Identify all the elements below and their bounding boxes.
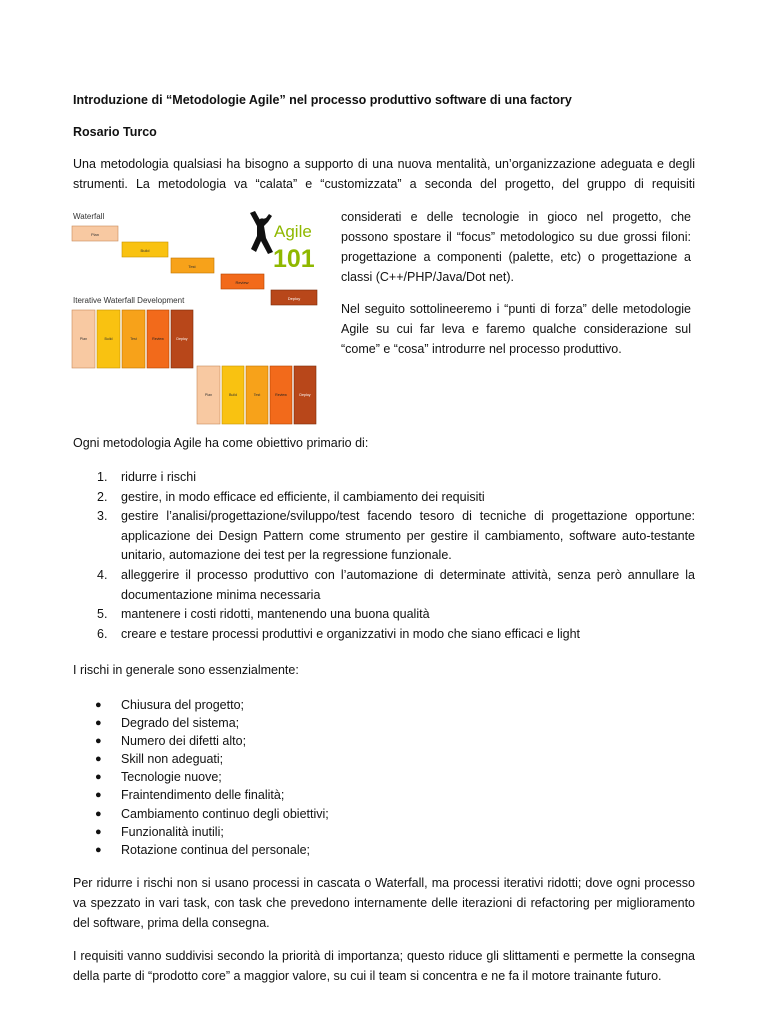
list-item-number: 1. xyxy=(97,470,108,484)
logo-101-text: 101 xyxy=(273,245,315,273)
waterfall-title: Waterfall xyxy=(73,212,105,221)
iter1-plan-label: Plan xyxy=(79,337,88,341)
bullet-icon: ● xyxy=(95,825,102,838)
goals-intro: Ogni metodologia Agile ha come obiettivo primario di: xyxy=(73,436,369,450)
bullet-icon: ● xyxy=(95,771,102,784)
bullet-icon: ● xyxy=(95,735,102,748)
list-item-text: Fraintendimento delle finalità; xyxy=(121,788,285,803)
list-item-text: Rotazione continua del personale; xyxy=(121,842,311,857)
list-item xyxy=(73,750,329,768)
waterfall-test-label: Test xyxy=(188,264,196,269)
paragraph-requirements-priority: I requisiti vanno suddivisi secondo la priorità di importanza; questo riduce gli slittamenti e permette la consegna della parte di “prodotto core” a maggior valore, su cui il team si concentra e ne fa il motore trainante futuro. xyxy=(73,949,695,983)
list-item-text: Tecnologie nuove; xyxy=(121,770,222,785)
risks-intro: I rischi in generale sono essenzialmente: xyxy=(73,663,299,677)
list-item-number: 5. xyxy=(97,607,108,622)
list-item-text: Degrado del sistema; xyxy=(121,716,240,731)
list-item-text: Chiusura del progetto; xyxy=(121,698,244,712)
list-item xyxy=(73,625,695,645)
list-item-text: ridurre i rischi xyxy=(121,470,197,484)
list-item xyxy=(73,805,329,823)
list-item-text: gestire, in modo efficace ed efficiente, il cambiamento dei requisiti xyxy=(121,489,485,504)
logo-agile-text: Agile xyxy=(274,222,312,241)
list-item xyxy=(73,468,695,488)
iteration-2 xyxy=(197,366,316,424)
bullet-icon: ● xyxy=(95,699,102,711)
iteration-1 xyxy=(72,310,193,368)
list-item-text: gestire l’analisi/progettazione/sviluppo/test facendo tesoro di tecniche di progettazione opportune: applicazione dei Design Pattern come strumento per gestire il cambiamento, software auto-testante unitario, automazione dei test per la regressione funzionale. xyxy=(121,509,695,563)
list-item xyxy=(73,488,695,508)
bullet-icon: ● xyxy=(95,753,102,766)
list-item xyxy=(73,841,329,859)
list-item xyxy=(73,566,695,605)
list-item xyxy=(73,605,695,625)
list-item-text: creare e testare processi produttivi e organizzativi in modo che siano efficaci e light xyxy=(121,626,581,641)
iter1-review-label: Review xyxy=(152,337,164,341)
list-item-number: 4. xyxy=(97,567,108,582)
list-item xyxy=(73,768,329,786)
list-item xyxy=(73,714,329,732)
iterative-title: Iterative Waterfall Development xyxy=(73,296,185,305)
waterfall-plan-label: Plan xyxy=(90,232,100,237)
iter1-deploy-label: Deploy xyxy=(176,337,188,341)
list-item xyxy=(73,823,329,841)
list-item xyxy=(73,786,329,804)
iter2-plan-label: Plan xyxy=(204,393,213,397)
list-item xyxy=(73,507,695,566)
side-paragraph-2: Nel seguito sottolineeremo i “punti di forza” delle metodologie Agile su cui far leva e faremo qualche considerazione sul “come” e “cosa” introdurre nel processo produttivo. xyxy=(341,302,691,356)
waterfall-build-label: Build xyxy=(140,248,150,253)
document-title: Introduzione di “Metodologie Agile” nel processo produttivo software di una factory xyxy=(73,93,572,107)
list-item-text: Skill non adeguati; xyxy=(121,752,224,767)
intro-paragraph: Una metodologia qualsiasi ha bisogno a supporto di una nuova mentalità, un’organizzazione adeguata e degli strumenti. La metodologia va “calata” e “customizzata” a seconda del progetto, del gruppo di requisiti xyxy=(73,157,695,191)
bullet-icon: ● xyxy=(95,807,102,820)
paragraph-waterfall-risks: Per ridurre i rischi non si usano processi in cascata o Waterfall, ma processi iterativi ridotti; dove ogni processo va spezzato in vari task, con task che prevedono internamente delle iterazioni di refactoring per miglioramento del software, prima della consegna. xyxy=(73,876,695,930)
list-item-number: 6. xyxy=(97,626,108,641)
list-item-text: Funzionalità inutili; xyxy=(121,824,224,839)
iter1-build-label: Build xyxy=(104,337,113,341)
list-item-text: Cambiamento continuo degli obiettivi; xyxy=(121,806,329,821)
iter1-test-label: Test xyxy=(130,337,137,341)
bullet-icon: ● xyxy=(95,843,102,856)
iter2-deploy-label: Deploy xyxy=(299,393,311,397)
gymnast-silhouette-icon xyxy=(250,211,273,254)
author-name: Rosario Turco xyxy=(73,125,157,139)
list-item-number: 3. xyxy=(97,509,108,524)
list-item-text: alleggerire il processo produttivo con l’automazione di determinate attività, senza però annullare la documentazione minima necessaria xyxy=(121,567,695,602)
list-item-text: mantenere i costi ridotti, mantenendo una buona qualità xyxy=(121,607,430,622)
goals-list xyxy=(73,468,695,644)
waterfall-deploy-label: Deploy xyxy=(287,296,301,301)
list-item xyxy=(73,696,329,714)
side-paragraph-1: considerati e delle tecnologie in gioco nel progetto, che possono spostare il “focus” metodologico su due grossi filoni: progettazione a componenti (palette, etc) o progettazione a classi (C++/PHP/Java/Dot net). xyxy=(341,210,691,284)
iter2-test-label: Test xyxy=(253,393,261,397)
list-item-number: 2. xyxy=(97,489,108,504)
agile-101-logo xyxy=(250,211,315,273)
risks-list xyxy=(73,696,329,859)
bullet-icon: ● xyxy=(95,789,102,802)
bullet-icon: ● xyxy=(95,717,102,730)
waterfall-figure xyxy=(70,208,328,426)
list-item-text: Numero dei difetti alto; xyxy=(121,734,247,749)
iter2-build-label: Build xyxy=(229,393,237,397)
iter2-review-label: Review xyxy=(275,393,287,397)
list-item xyxy=(73,732,329,750)
waterfall-review-label: Review xyxy=(235,280,249,285)
